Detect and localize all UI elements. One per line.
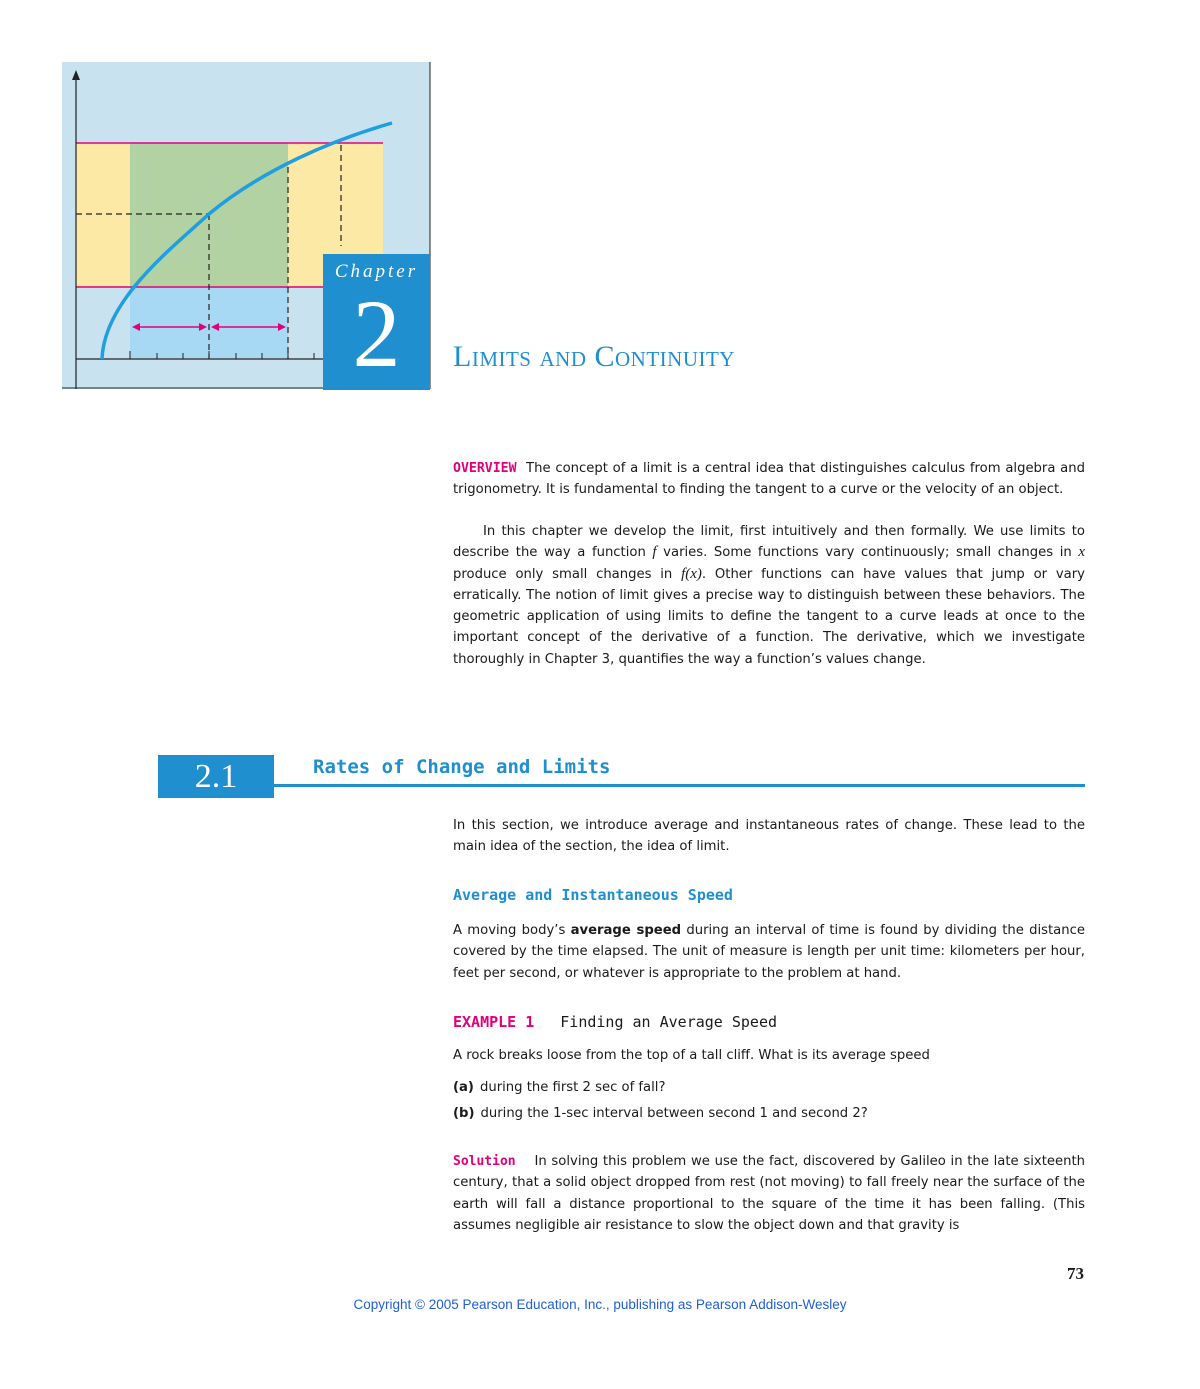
example-title: Finding an Average Speed <box>560 1013 778 1031</box>
average-speed-text-b: during an interval of time is found by dividing the distance covered by the time elapsed. The unit of measure is length per unit time: kilometers per hour, feet per second, or whatever is appropriate to the problem at hand. <box>453 923 1085 981</box>
average-speed-text-a: A moving body’s <box>453 923 571 938</box>
solution-text: In solving this problem we use the fact, discovered by Galileo in the late sixteenth century, that a solid object dropped from rest (not moving) to fall freely near the surface of the earth will fall a distance proportional to the square of the time it has been falling. (This assumes negligible air resistance to slow the object down and that gravity is <box>453 1154 1085 1233</box>
chapter-word: Chapter <box>334 261 419 282</box>
solution-label: Solution <box>453 1154 516 1169</box>
chapter-badge <box>323 254 430 390</box>
overview-text-2c: produce only small changes in <box>453 566 682 582</box>
average-speed-paragraph <box>453 920 1085 984</box>
overview-paragraph-2 <box>453 521 1085 670</box>
section-intro: In this section, we introduce average and instantaneous rates of change. These lead to the main idea of the section, the idea of limit. <box>453 818 1085 855</box>
copyright-notice: Copyright © 2005 Pearson Education, Inc., publishing as Pearson Addison-Wesley <box>353 1297 847 1312</box>
example-prompt: A rock breaks loose from the top of a tall cliff. What is its average speed <box>453 1048 930 1063</box>
function-symbol-f: f <box>652 544 657 561</box>
item-label: (a) <box>453 1080 474 1095</box>
chapter-number: 2 <box>352 280 401 387</box>
solution-paragraph <box>453 1151 1085 1236</box>
page-number: 73 <box>1067 1264 1084 1283</box>
section-title: Rates of Change and Limits <box>313 756 611 778</box>
average-speed-term: average speed <box>570 923 682 938</box>
example-heading <box>453 1013 777 1031</box>
chapter-title: Limits and Continuity <box>453 340 735 373</box>
example-label: EXAMPLE 1 <box>453 1013 535 1031</box>
item-text: during the first 2 sec of fall? <box>479 1080 666 1095</box>
overview-text-2d: . Other functions can have values that jump or vary erratically. The notion of limit gives a precise way to distinguish between these behaviors. The geometric application of using limits to define the tangent to a curve leads at once to the important concept of the derivative of a function. The derivative, which we investigate thoroughly in Chapter 3, quantifies the way a function’s values change. <box>453 566 1085 667</box>
subsection-title: Average and Instantaneous Speed <box>453 886 733 904</box>
variable-x: x <box>1078 544 1085 561</box>
overview-text-2b: varies. Some functions vary continuously; small changes in <box>656 545 1079 561</box>
example-item-b <box>453 1103 868 1124</box>
item-text: during the 1-sec interval between second 1 and second 2? <box>480 1106 868 1121</box>
overview-label: OVERVIEW <box>453 461 517 476</box>
item-label: (b) <box>453 1106 475 1121</box>
example-item-a <box>453 1077 665 1098</box>
section-rule <box>274 784 1085 787</box>
overview-paragraph-1 <box>453 458 1085 501</box>
overview-text-1: The concept of a limit is a central idea that distinguishes calculus from algebra and trigonometry. It is fundamental to finding the tangent to a curve or the velocity of an object. <box>453 461 1085 498</box>
function-fx: f(x) <box>681 565 702 582</box>
overview-text-2a: In this chapter we develop the limit, first intuitively and then formally. We use limits to describe the way a function <box>453 524 1085 561</box>
section-number: 2.1 <box>158 755 274 798</box>
